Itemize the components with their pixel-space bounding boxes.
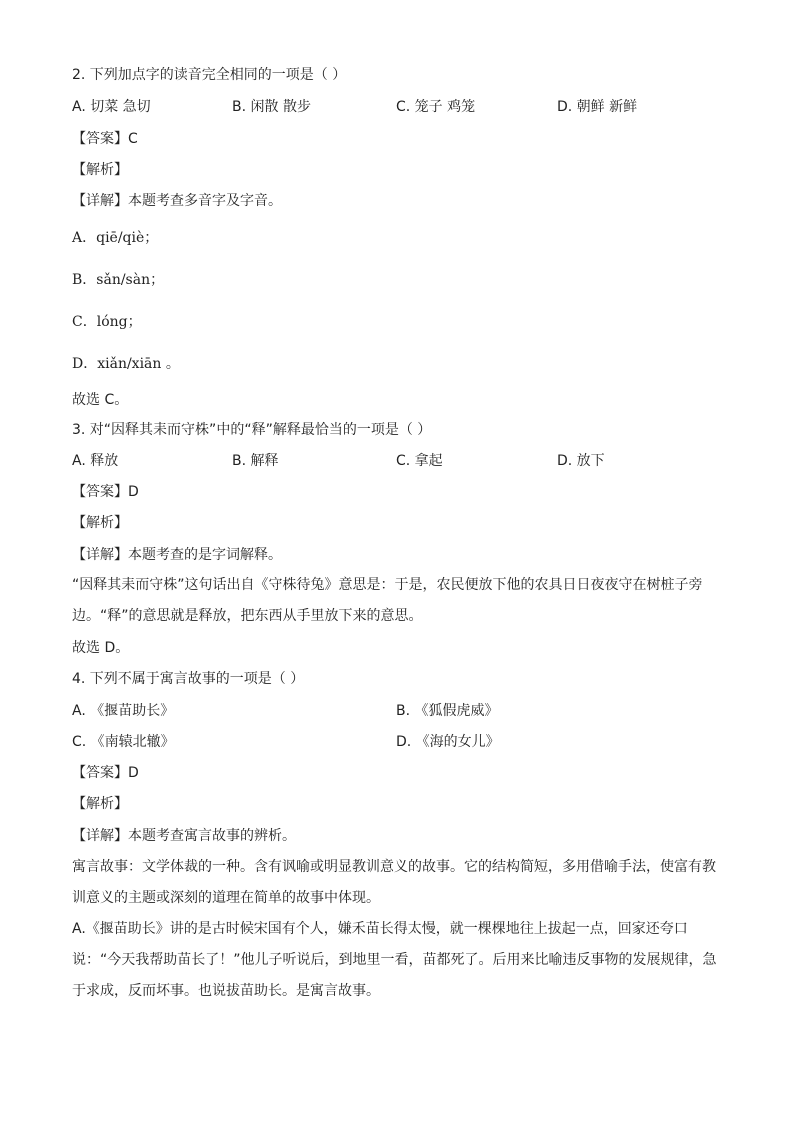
q2-option-d: D. 朝鲜 新鲜 <box>557 99 638 115</box>
q2-stem: 2. 下列加点字的读音完全相同的一项是（ ） <box>72 67 347 83</box>
q3-answer: 【答案】D <box>72 484 139 500</box>
q4-stem: 4. 下列不属于寓言故事的一项是（ ） <box>72 671 305 687</box>
q2-conclusion: 故选 C。 <box>72 392 129 408</box>
q2-item-a: A．qiē/qiè； <box>72 230 159 246</box>
q2-detail: 【详解】本题考查多音字及字音。 <box>72 193 282 209</box>
q4-fable-definition: 寓言故事：文学体裁的一种。含有讽喻或明显教训意义的故事。它的结构简短，多用借喻手法，使富有教训意义的主题或深刻的道理在简单的故事中体现。 <box>72 859 716 906</box>
q4-analysis-label: 【解析】 <box>72 796 128 812</box>
q3-option-b: B. 解释 <box>232 453 279 469</box>
q4-detail: 【详解】本题考查寓言故事的辨析。 <box>72 828 296 844</box>
q3-stem: 3. 对“因释其耒而守株”中的“释”解释最恰当的一项是（ ） <box>72 422 432 438</box>
q2-option-a: A. 切菜 急切 <box>72 99 151 115</box>
q3-conclusion: 故选 D。 <box>72 640 130 656</box>
q3-detail: 【详解】本题考查的是字词解释。 <box>72 547 282 563</box>
q2-item-b: B．sǎn/sàn； <box>72 272 165 288</box>
q2-answer: 【答案】C <box>72 131 138 147</box>
q3-option-c: C. 拿起 <box>396 453 443 469</box>
q4-answer: 【答案】D <box>72 765 139 781</box>
q3-option-d: D. 放下 <box>557 453 605 469</box>
q4-item-a-explanation: A.《揠苗助长》讲的是古时候宋国有个人，嫌禾苗长得太慢，就一棵棵地往上拔起一点，回家还夸口说：“今天我帮助苗长了！”他儿子听说后，到地里一看，苗都死了。后用来比喻违反事物的发展规律，急于求成，反而坏事。也说拔苗助长。是寓言故事。 <box>72 921 717 999</box>
q2-item-d: D．xiǎn/xiān 。 <box>72 356 180 372</box>
q4-option-b: B. 《狐假虎威》 <box>396 703 499 719</box>
q2-analysis-label: 【解析】 <box>72 162 128 178</box>
q2-option-b: B. 闲散 散步 <box>232 99 311 115</box>
q3-option-a: A. 释放 <box>72 453 119 469</box>
q4-option-c: C. 《南辕北辙》 <box>72 734 175 750</box>
q2-option-c: C. 笼子 鸡笼 <box>396 99 476 115</box>
q3-explanation: “因释其耒而守株”这句话出自《守株待兔》意思是：于是，农民便放下他的农具日日夜夜守在树桩子旁边。“释”的意思就是释放，把东西从手里放下来的意思。 <box>72 577 703 624</box>
q3-analysis-label: 【解析】 <box>72 515 128 531</box>
q4-option-a: A. 《揠苗助长》 <box>72 703 175 719</box>
q4-option-d: D. 《海的女儿》 <box>396 734 500 750</box>
q2-item-c: C．lóng； <box>72 314 142 330</box>
